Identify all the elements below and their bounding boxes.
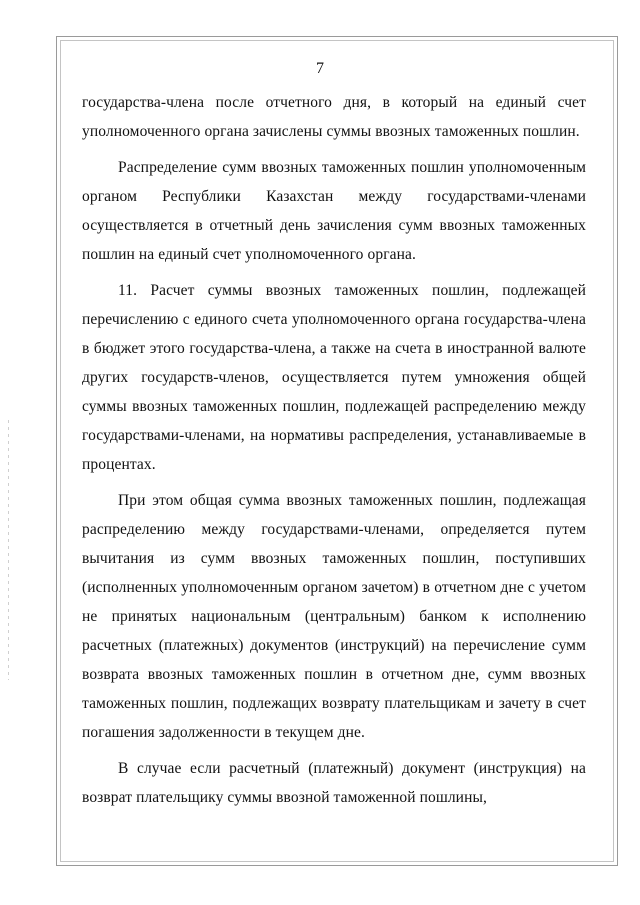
page-number: 7	[316, 60, 324, 77]
paragraph-item-11: 11. Расчет суммы ввозных таможенных пошлин, подлежащей перечислению с единого счета уполномоченного органа государства-члена в бюджет этого государства-члена, а также на счета в иностранной валюте других государств-членов, осуществляется путем умножения общей суммы ввозных таможенных пошлин, подлежащей распределению между государствами-членами, на нормативы распределения, устанавливаемые в процентах.	[82, 282, 586, 473]
document-body	[82, 88, 586, 819]
paragraph-distribution: Распределение сумм ввозных таможенных пошлин уполномоченным органом Республики Казахстан между государствами-членами осуществляется в отчетный день зачисления сумм ввозных таможенных пошлин на единый счет уполномоченного органа.	[82, 159, 586, 263]
margin-line	[8, 420, 9, 680]
paragraph-total-sum: При этом общая сумма ввозных таможенных пошлин, подлежащая распределению между государствами-членами, определяется путем вычитания из сумм ввозных таможенных пошлин, поступивших (исполненных уполномоченным органом зачетом) в отчетном дне с учетом не принятых национальным (центральным) банком к исполнению расчетных (платежных) документов (инструкций) на перечисление сумм возврата ввозных таможенных пошлин в отчетном дне, сумм ввозных таможенных пошлин, подлежащих возврату плательщикам и зачету в счет погашения задолженности в текущем дне.	[82, 492, 586, 741]
paragraph-continuation: государства-члена после отчетного дня, в который на единый счет уполномоченного органа зачислены суммы ввозных таможенных пошлин.	[82, 94, 586, 140]
paragraph-refund-case: В случае если расчетный (платежный) документ (инструкция) на возврат плательщику суммы ввозной таможенной пошлины,	[82, 760, 586, 806]
